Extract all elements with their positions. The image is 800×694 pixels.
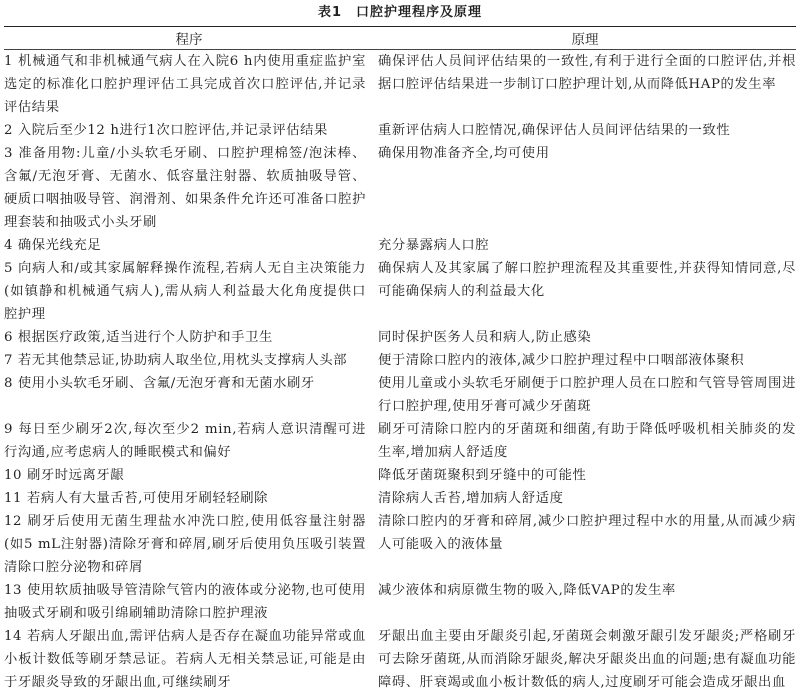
procedure-cell: 2 入院后至少12 h进行1次口腔评估,并记录评估结果 (4, 119, 374, 142)
rationale-cell: 确保用物准备齐全,均可使用 (374, 142, 796, 234)
table-row (4, 119, 796, 142)
table-row (4, 487, 796, 510)
table-row (4, 579, 796, 625)
table-row (4, 349, 796, 372)
table-header-row (4, 27, 796, 50)
procedure-cell: 10 刷牙时远离牙龈 (4, 464, 374, 487)
table-row (4, 372, 796, 418)
rationale-cell: 充分暴露病人口腔 (374, 234, 796, 257)
table-row (4, 464, 796, 487)
header-rationale: 原理 (374, 27, 796, 50)
table-row (4, 510, 796, 579)
rationale-cell: 同时保护医务人员和病人,防止感染 (374, 326, 796, 349)
table-row (4, 234, 796, 257)
procedure-cell: 11 若病人有大量舌苔,可使用牙刷轻轻刷除 (4, 487, 374, 510)
procedure-cell: 1 机械通气和非机械通气病人在入院6 h内使用重症监护室选定的标准化口腔护理评估工具完成首次口腔评估,并记录评估结果 (4, 50, 374, 120)
table-row (4, 418, 796, 464)
procedure-cell: 12 刷牙后使用无菌生理盐水冲洗口腔,使用低容量注射器(如5 mL注射器)清除牙膏和碎屑,刷牙后使用负压吸引装置清除口腔分泌物和碎屑 (4, 510, 374, 579)
procedure-cell: 9 每日至少刷牙2次,每次至少2 min,若病人意识清醒可进行沟通,应考虑病人的睡眠模式和偏好 (4, 418, 374, 464)
procedure-cell: 5 向病人和/或其家属解释操作流程,若病人无自主决策能力(如镇静和机械通气病人),需从病人利益最大化角度提供口腔护理 (4, 257, 374, 326)
procedure-cell: 4 确保光线充足 (4, 234, 374, 257)
rationale-cell: 清除病人舌苔,增加病人舒适度 (374, 487, 796, 510)
rationale-cell: 便于清除口腔内的液体,减少口腔护理过程中口咽部液体聚积 (374, 349, 796, 372)
header-procedure: 程序 (4, 27, 374, 50)
procedure-cell: 13 使用软质抽吸导管清除气管内的液体或分泌物,也可使用抽吸式牙刷和吸引绵刷辅助清除口腔护理液 (4, 579, 374, 625)
rationale-cell: 确保病人及其家属了解口腔护理流程及其重要性,并获得知情同意,尽可能确保病人的利益最大化 (374, 257, 796, 326)
table-row (4, 142, 796, 234)
table-title: 表1 口腔护理程序及原理 (0, 0, 800, 26)
procedure-cell: 3 准备用物:儿童/小头软毛牙刷、口腔护理棉签/泡沫棒、含氟/无泡牙膏、无菌水、低容量注射器、软质抽吸导管、硬质口咽抽吸导管、润滑剂、如果条件允许还可准备口腔护理套装和抽吸式小头牙刷 (4, 142, 374, 234)
procedure-cell: 14 若病人牙龈出血,需评估病人是否存在凝血功能异常或血小板计数低等刷牙禁忌证。若病人无相关禁忌证,可能是由于牙龈炎导致的牙龈出血,可继续刷牙 (4, 625, 374, 694)
table-row (4, 50, 796, 120)
procedure-cell: 7 若无其他禁忌证,协助病人取坐位,用枕头支撑病人头部 (4, 349, 374, 372)
rationale-cell: 清除口腔内的牙膏和碎屑,减少口腔护理过程中水的用量,从而减少病人可能吸入的液体量 (374, 510, 796, 579)
rationale-cell: 确保评估人员间评估结果的一致性,有利于进行全面的口腔评估,并根据口腔评估结果进一步制订口腔护理计划,从而降低HAP的发生率 (374, 50, 796, 120)
table-row (4, 326, 796, 349)
procedure-cell: 6 根据医疗政策,适当进行个人防护和手卫生 (4, 326, 374, 349)
table-row (4, 625, 796, 694)
rationale-cell: 牙龈出血主要由牙龈炎引起,牙菌斑会刺激牙龈引发牙龈炎;严格刷牙可去除牙菌斑,从而消除牙龈炎,解决牙龈炎出血的问题;患有凝血功能障碍、肝衰竭或血小板计数低的病人,过度刷牙可能会造成牙龈出血 (374, 625, 796, 694)
rationale-cell: 减少液体和病原微生物的吸入,降低VAP的发生率 (374, 579, 796, 625)
rationale-cell: 降低牙菌斑聚积到牙缝中的可能性 (374, 464, 796, 487)
rationale-cell: 重新评估病人口腔情况,确保评估人员间评估结果的一致性 (374, 119, 796, 142)
procedure-cell: 8 使用小头软毛牙刷、含氟/无泡牙膏和无菌水刷牙 (4, 372, 374, 418)
table-body (4, 50, 796, 694)
rationale-cell: 刷牙可清除口腔内的牙菌斑和细菌,有助于降低呼吸机相关肺炎的发生率,增加病人舒适度 (374, 418, 796, 464)
oral-care-table (4, 26, 796, 694)
table-row (4, 257, 796, 326)
rationale-cell: 使用儿童或小头软毛牙刷便于口腔护理人员在口腔和气管导管周围进行口腔护理,使用牙膏可减少牙菌斑 (374, 372, 796, 418)
